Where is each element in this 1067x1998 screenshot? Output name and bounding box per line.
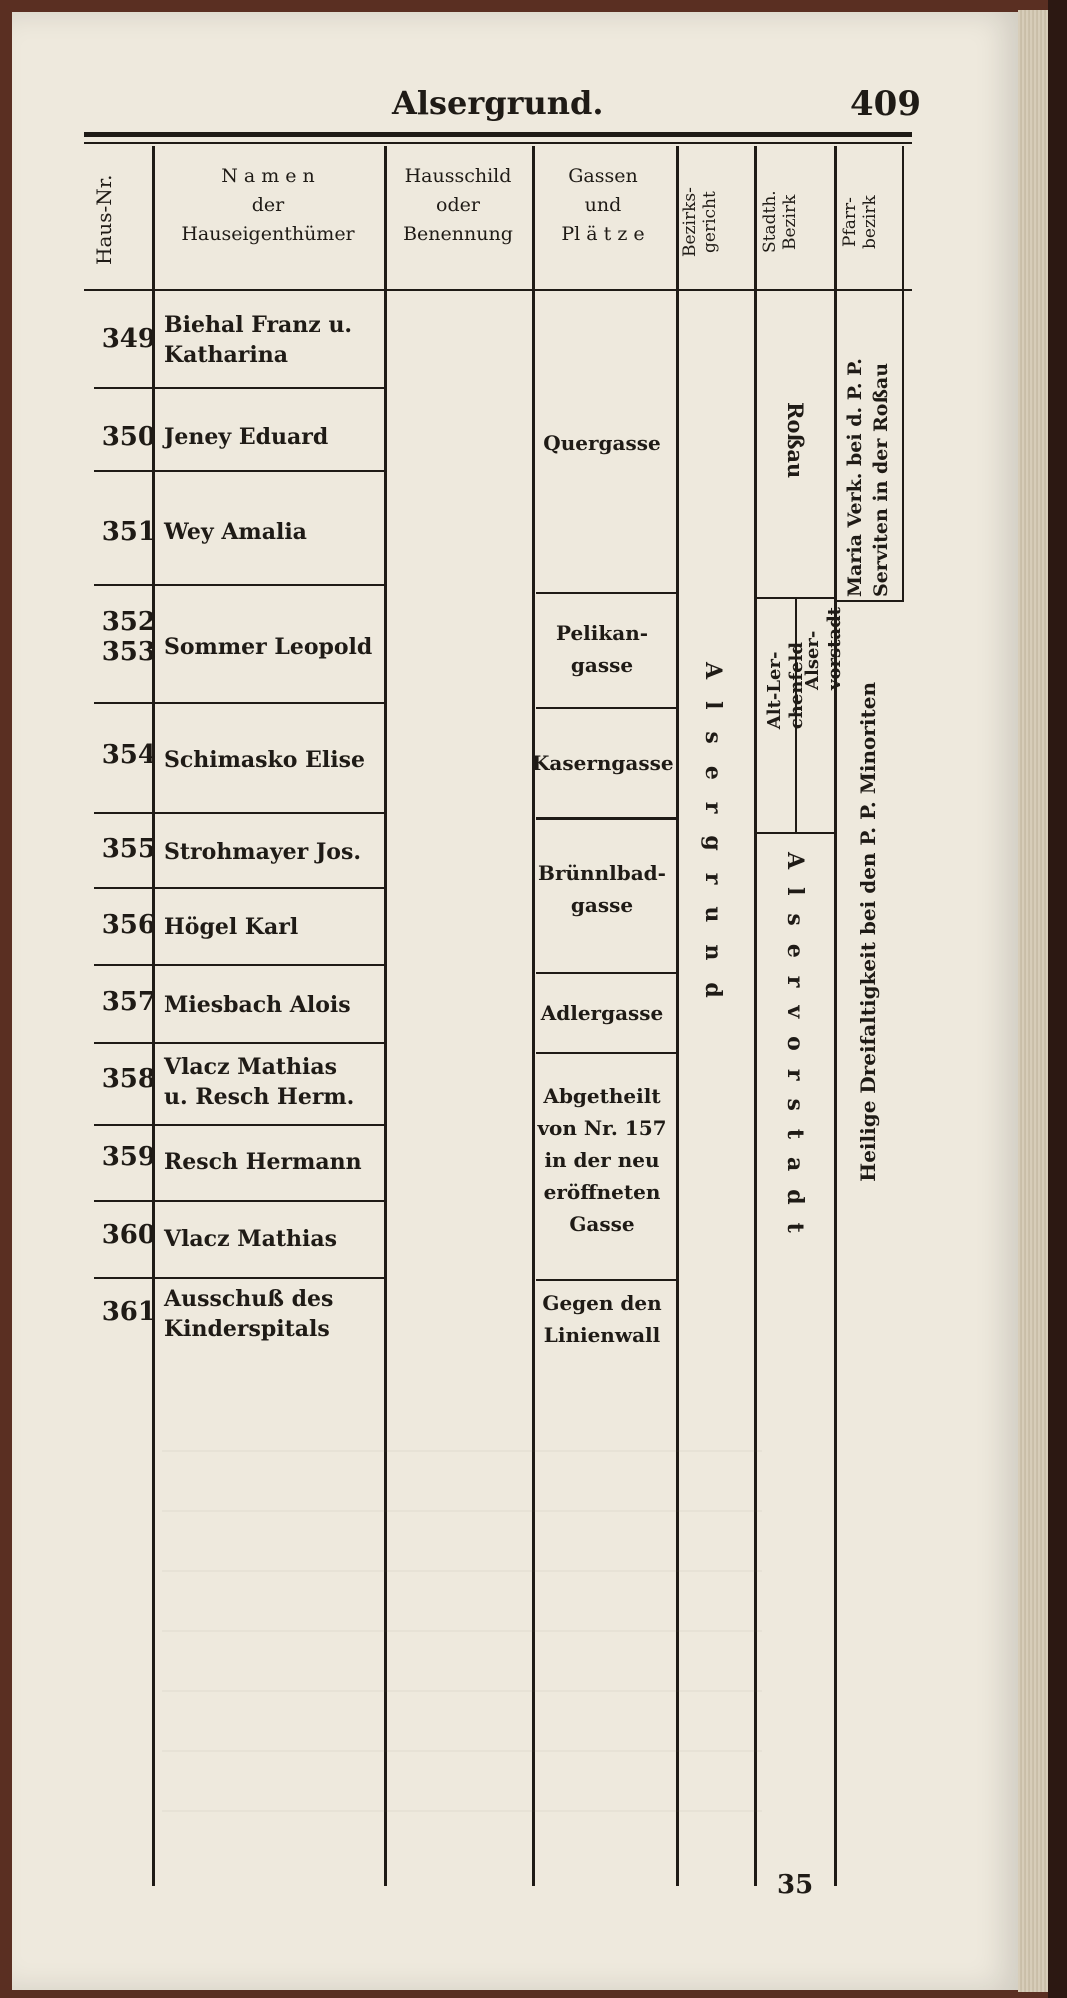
column-header-namen: N a m e n der Hauseigenthümer (181, 165, 355, 245)
pfarrbezirk-servites: Maria Verk. bei d. P. P. Serviten in der Roßau (844, 358, 892, 597)
col-rule-7 (902, 146, 904, 601)
signature-mark: 35 (777, 1870, 814, 1900)
row-rule (94, 584, 384, 586)
house-number: 355 (101, 834, 156, 864)
row-rule (94, 1042, 384, 1044)
owner-name: Vlacz Mathias u. Resch Herm. (164, 1054, 355, 1110)
house-number: 351 (101, 517, 156, 547)
page-edges (1018, 10, 1048, 1992)
house-number: 358 (101, 1064, 156, 1094)
column-header-bottom-rule (84, 289, 912, 291)
column-header-haus-nr: Haus-Nr. (92, 174, 116, 266)
page-title: Alsergrund. (392, 84, 604, 122)
owner-name: Jeney Eduard (164, 424, 329, 450)
street-rule (536, 1052, 676, 1054)
house-number: 354 (101, 740, 156, 770)
row-rule (94, 1200, 384, 1202)
column-header-hausschild: Hausschild oder Benennung (403, 165, 513, 245)
column-header-gassen: Gassen und Pl ä t z e (561, 165, 645, 245)
owner-name: Resch Hermann (164, 1149, 362, 1175)
street-name: Quergasse (543, 431, 661, 455)
row-rule (94, 964, 384, 966)
owner-name: Miesbach Alois (164, 992, 351, 1018)
street-name: Pelikan- gasse (555, 621, 649, 677)
header-rule-thin (84, 142, 912, 144)
row-rule (94, 702, 384, 704)
owner-name: Strohmayer Jos. (164, 839, 362, 865)
street-rule (536, 817, 676, 820)
header-rule-thick (84, 132, 912, 137)
street-name: Brünnlbad- gasse (538, 861, 666, 917)
house-number: 361 (101, 1297, 156, 1327)
house-number: 349 (101, 324, 156, 354)
page-number: 409 (850, 84, 921, 124)
bezirksgericht-value: Alsergrund (700, 662, 726, 1020)
house-number: 360 (101, 1220, 156, 1250)
stadtbezirk-rossau: Roßau (783, 402, 808, 479)
book-cover-edge (1048, 0, 1067, 1998)
owner-name: Wey Amalia (164, 519, 307, 545)
street-rule (536, 707, 676, 709)
pfarrbezirk-minoriten: Heilige Dreifaltigkeit bei den P. P. Minoriten (856, 682, 880, 1182)
col-rule-6 (834, 146, 837, 1886)
stadtbezirk-rule (757, 832, 835, 834)
street-name: Kaserngasse (532, 751, 674, 775)
row-rule (94, 1277, 384, 1279)
owner-name: Schimasko Elise (164, 747, 365, 773)
street-rule (536, 592, 676, 594)
house-number: 359 (101, 1142, 156, 1172)
owner-name: Biehal Franz u. Katharina (164, 312, 353, 368)
house-number: 350 (101, 422, 156, 452)
street-name: Adlergasse (540, 1001, 664, 1025)
row-rule (94, 812, 384, 814)
street-rule (536, 972, 676, 974)
owner-name: Högel Karl (164, 914, 299, 940)
owner-name: Ausschuß des Kinderspitals (164, 1286, 334, 1342)
bleed-through-texture (162, 1412, 762, 1812)
row-rule (94, 470, 384, 472)
house-number: 357 (101, 987, 156, 1017)
book-page (12, 12, 1022, 1990)
owner-name: Vlacz Mathias (164, 1226, 337, 1252)
column-header-bezirksgericht: Bezirks- gericht (680, 187, 720, 257)
column-header-pfarrbezirk: Pfarr- bezirk (840, 195, 880, 249)
stadtbezirk-alt-lerchenfeld: Alt-Ler- chenfeld (764, 642, 807, 730)
street-name: Abgetheilt von Nr. 157 in der neu eröffneten Gasse (537, 1084, 667, 1236)
house-number: 356 (101, 910, 156, 940)
row-rule (94, 1124, 384, 1126)
owner-name: Sommer Leopold (164, 634, 373, 660)
pfarr-rule (837, 600, 904, 602)
column-header-stadtbezirk: Stadth. Bezirk (760, 190, 800, 254)
street-name: Gegen den Linienwall (542, 1291, 662, 1347)
street-rule (536, 1279, 676, 1281)
stadtbezirk-alser-vorstadt: Alser- vorstadt (802, 607, 845, 690)
stadtbezirk-alservorstadt: Alservorstadt (782, 852, 808, 1251)
row-rule (94, 887, 384, 889)
house-number: 352 353 (101, 607, 156, 667)
row-rule (94, 387, 384, 389)
